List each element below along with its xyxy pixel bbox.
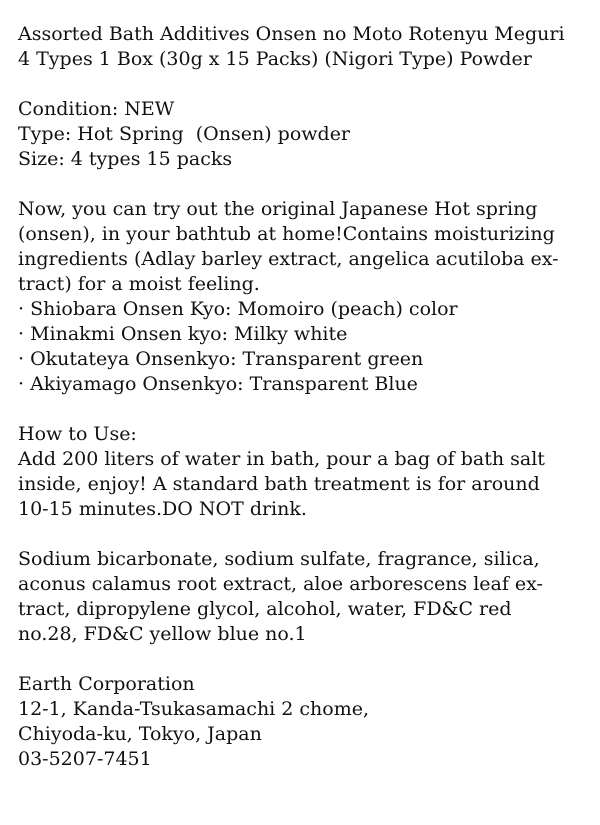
how-to-use-heading: How to Use: — [18, 423, 137, 445]
title-line: Assorted Bath Additives Onsen no Moto Rotenyu Meguri — [18, 23, 565, 45]
title-line: 4 Types 1 Box (30g x 15 Packs) (Nigori Type) Powder — [18, 48, 532, 70]
variant-list-item: · Shiobara Onsen Kyo: Momoiro (peach) color — [18, 298, 458, 320]
ingredients-line: aconus calamus root extract, aloe arborescens leaf ex- — [18, 573, 543, 595]
manufacturer-address: 12-1, Kanda-Tsukasamachi 2 chome, — [18, 698, 370, 720]
how-to-use-line: 10-15 minutes.DO NOT drink. — [18, 498, 307, 520]
description-line: tract) for a moist feeling. — [18, 273, 260, 295]
manufacturer-address: Chiyoda-ku, Tokyo, Japan — [18, 723, 262, 745]
condition-line: Condition: NEW — [18, 98, 175, 120]
ingredients-section — [18, 547, 586, 647]
product-description-document — [18, 22, 586, 797]
variant-list-item: · Akiyamago Onsenkyo: Transparent Blue — [18, 373, 418, 395]
how-to-use-line: Add 200 liters of water in bath, pour a bag of bath salt — [18, 448, 545, 470]
product-title — [18, 22, 586, 72]
manufacturer-phone: 03-5207-7451 — [18, 748, 152, 770]
description-line: ingredients (Adlay barley extract, angelica acutiloba ex- — [18, 248, 559, 270]
type-line: Type: Hot Spring (Onsen) powder — [18, 123, 351, 145]
ingredients-line: Sodium bicarbonate, sodium sulfate, fragrance, silica, — [18, 548, 540, 570]
variant-list-item: · Okutateya Onsenkyo: Transparent green — [18, 348, 424, 370]
product-specs — [18, 97, 586, 172]
description-line: Now, you can try out the original Japanese Hot spring — [18, 198, 538, 220]
description-line: (onsen), in your bathtub at home!Contains moisturizing — [18, 223, 555, 245]
variant-list-item: · Minakmi Onsen kyo: Milky white — [18, 323, 348, 345]
how-to-use-section — [18, 422, 586, 522]
manufacturer-section — [18, 672, 586, 772]
how-to-use-line: inside, enjoy! A standard bath treatment is for around — [18, 473, 540, 495]
size-line: Size: 4 types 15 packs — [18, 148, 233, 170]
ingredients-line: no.28, FD&C yellow blue no.1 — [18, 623, 307, 645]
manufacturer-name: Earth Corporation — [18, 673, 195, 695]
ingredients-line: tract, dipropylene glycol, alcohol, water, FD&C red — [18, 598, 512, 620]
product-description — [18, 197, 586, 397]
